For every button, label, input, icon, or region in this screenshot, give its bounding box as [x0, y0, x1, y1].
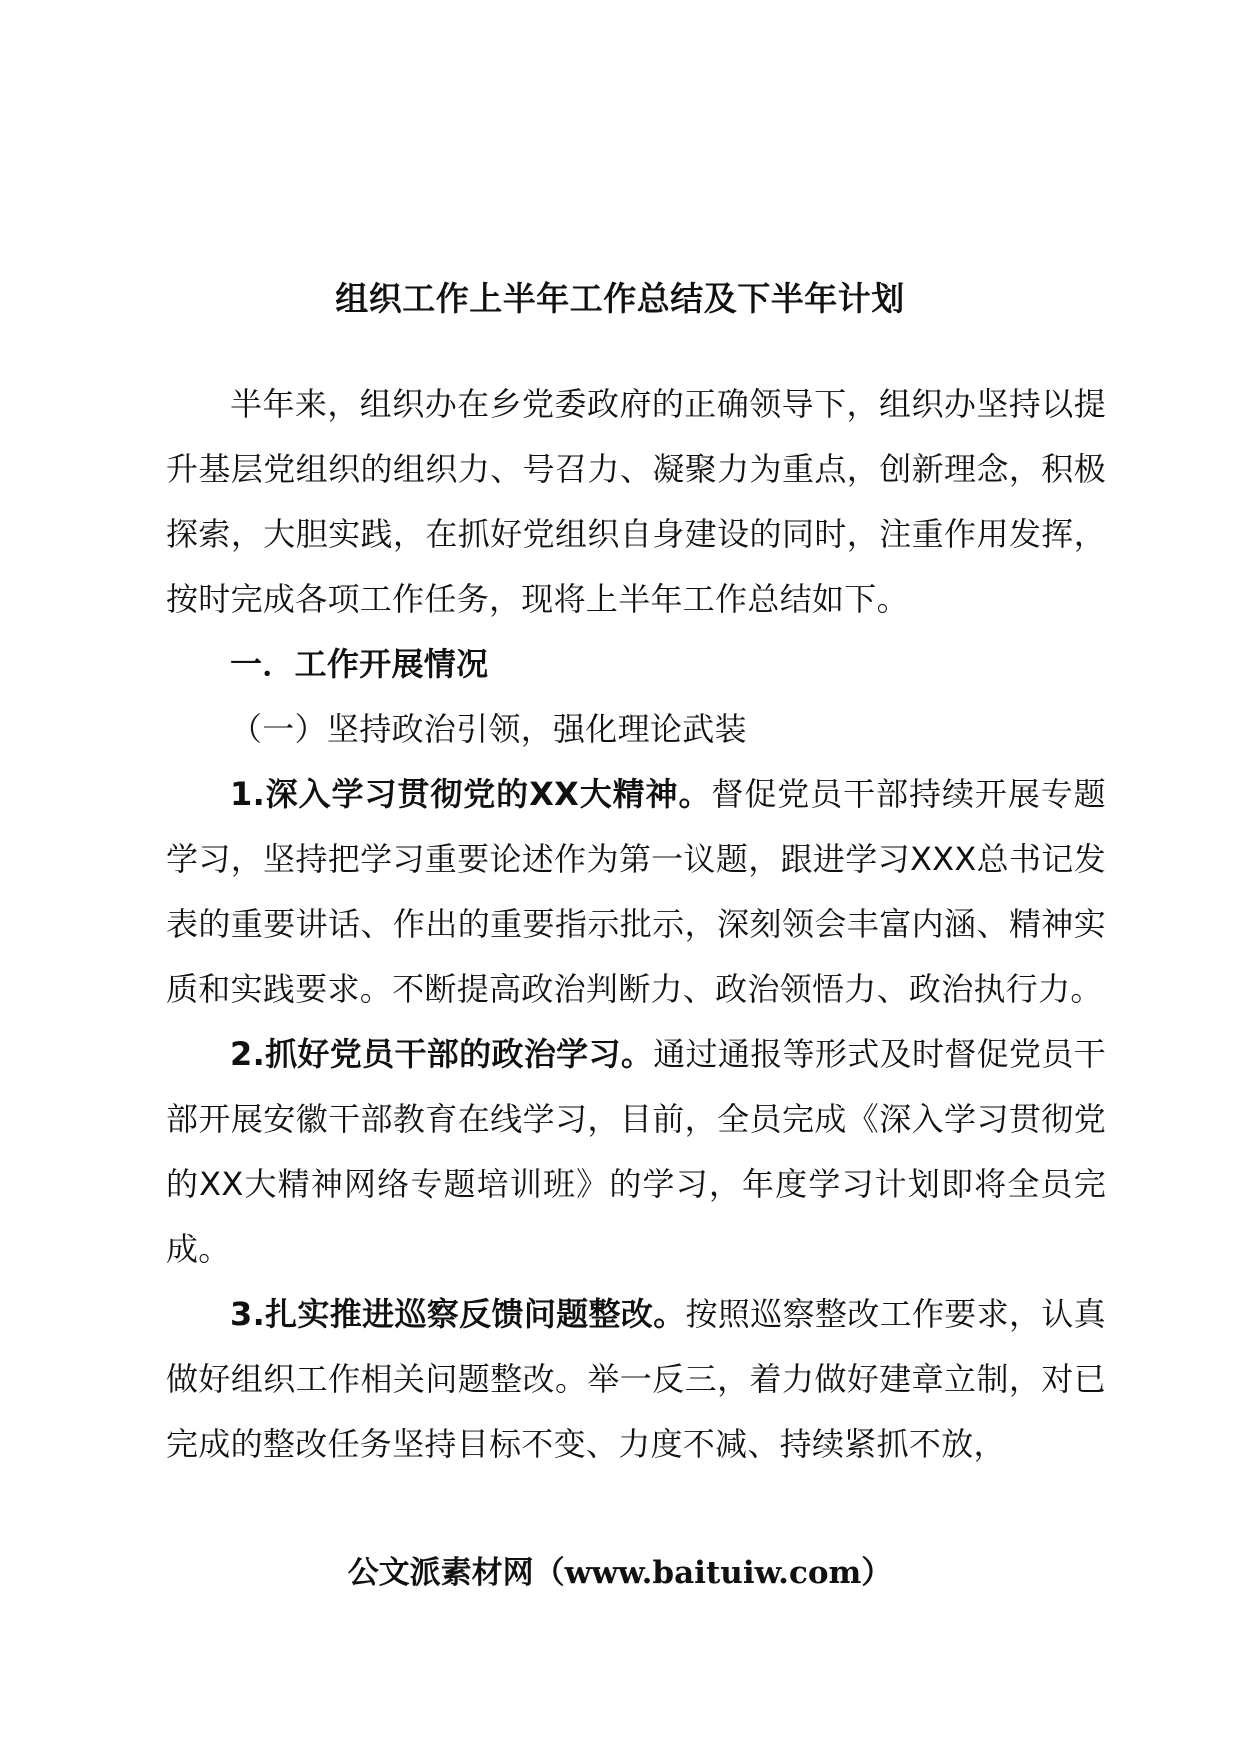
item-paragraph-3: [166, 1282, 1106, 1477]
item-text-3: 按照巡察整改工作要求，认真做好组织工作相关问题整改。举一反三，着力做好建章立制，对已完成的整改任务坚持目标不变、力度不减、持续紧抓不放，: [166, 1295, 1106, 1463]
item-paragraph-2: [166, 1022, 1106, 1282]
item-text-1: 督促党员干部持续开展专题学习，坚持把学习重要论述作为第一议题，跟进学习XXX总书记发表的重要讲话、作出的重要指示批示，深刻领会丰富内涵、精神实质和实践要求。不断提高政治判断力、政治领悟力、政治执行力。: [166, 775, 1106, 1008]
item-text-2: 通过通报等形式及时督促党员干部开展安徽干部教育在线学习，目前，全员完成《深入学习贯彻党的XX大精神网络专题培训班》的学习，年度学习计划即将全员完成。: [166, 1035, 1107, 1268]
item-lead-1: 1.深入学习贯彻党的XX大精神。: [230, 775, 712, 813]
footer-watermark-text: 公文派素材网（www.baituiw.com）: [347, 1555, 893, 1591]
intro-paragraph: 半年来，组织办在乡党委政府的正确领导下，组织办坚持以提升基层党组织的组织力、号召力、凝聚力为重点，创新理念，积极探索，大胆实践，在抓好党组织自身建设的同时，注重作用发挥，按时完成各项工作任务，现将上半年工作总结如下。: [166, 385, 1106, 618]
section-heading: 一．工作开展情况: [230, 645, 489, 683]
item-paragraph-1: [166, 762, 1106, 1022]
document-title: 组织工作上半年工作总结及下半年计划: [335, 279, 905, 318]
document-body: [166, 372, 1106, 1477]
subsection-heading: （一）坚持政治引领，强化理论武装: [230, 710, 747, 748]
item-lead-3: 3.扎实推进巡察反馈问题整改。: [230, 1295, 686, 1333]
item-lead-2: 2.抓好党员干部的政治学习。: [230, 1035, 654, 1073]
